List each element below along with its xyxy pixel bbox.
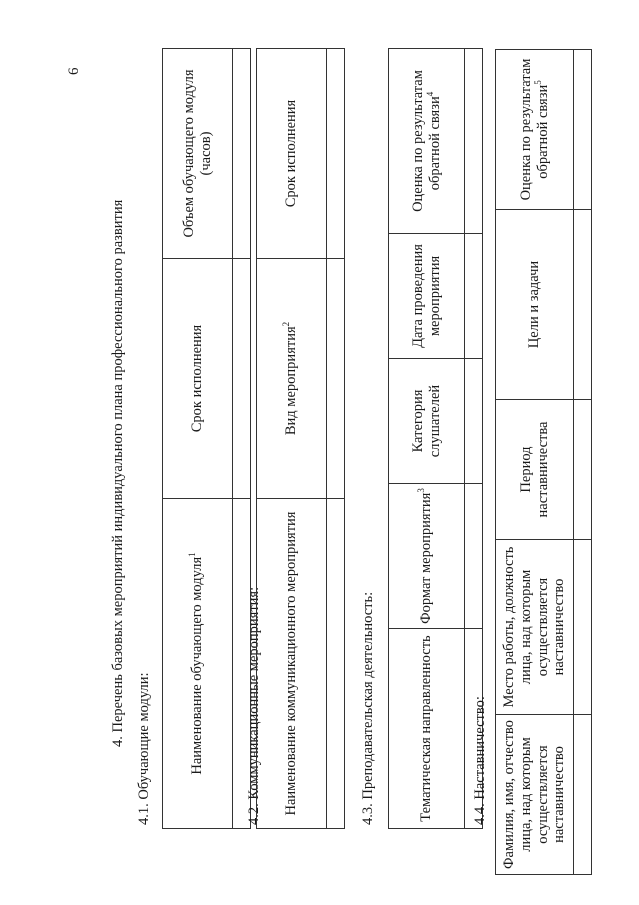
page-number: 6 [66, 67, 82, 75]
table-header-row [257, 49, 327, 829]
teaching-activity-table [388, 48, 483, 829]
empty-cell [465, 359, 483, 484]
table-header-row [496, 50, 574, 875]
empty-cell [233, 259, 251, 499]
header-cell: Срок исполнения [257, 49, 327, 259]
header-cell: Цели и задачи [496, 210, 574, 400]
header-cell: Категория слушателей [389, 359, 465, 484]
empty-cell [465, 234, 483, 359]
page-title: 4. Перечень базовых мероприятий индивидуального плана профессионального развития [110, 199, 126, 747]
header-cell: Место работы, должность лица, над которым осуществляется наставничество [496, 540, 574, 715]
empty-cell [465, 484, 483, 629]
header-cell: Оценка по результатам обратной связи$^4$ [389, 49, 465, 234]
header-cell: Срок исполнения [163, 259, 233, 499]
empty-cell [574, 715, 592, 875]
table-row [327, 49, 345, 829]
header-cell: Наименование обучающего модуля$^1$ [163, 499, 233, 829]
section-4-2-heading: 4.2. Коммуникационные мероприятия: [246, 586, 262, 825]
table-row [574, 50, 592, 875]
empty-cell [574, 400, 592, 540]
mentorship-table [495, 49, 592, 875]
header-cell: Объем обучающего модуля (часов) [163, 49, 233, 259]
table-header-row [389, 49, 465, 829]
header-cell: Дата проведения мероприятия [389, 234, 465, 359]
header-cell: Формат мероприятия$^3$ [389, 484, 465, 629]
empty-cell [465, 49, 483, 234]
empty-cell [327, 259, 345, 499]
section-4-3-heading: 4.3. Преподавательская деятельность: [360, 591, 376, 825]
header-cell: Фамилия, имя, отчество лица, над которым осуществляется наставничество [496, 715, 574, 875]
header-cell: Тематическая направленность [389, 629, 465, 829]
communication-events-table [256, 48, 345, 829]
section-4-1-heading: 4.1. Обучающие модули: [136, 672, 152, 825]
section-4-4-heading: 4.4. Наставничество: [472, 696, 488, 825]
empty-cell [327, 499, 345, 829]
header-cell: Наименование коммуникационного мероприятия [257, 499, 327, 829]
empty-cell [233, 49, 251, 259]
empty-cell [574, 50, 592, 210]
header-cell: Оценка по результатам обратной связи$^5$ [496, 50, 574, 210]
empty-cell [327, 49, 345, 259]
header-cell: Вид мероприятия$^2$ [257, 259, 327, 499]
table-header-row [163, 49, 233, 829]
header-cell: Период наставничества [496, 400, 574, 540]
empty-cell [574, 210, 592, 400]
empty-cell [574, 540, 592, 715]
training-modules-table [162, 48, 251, 829]
